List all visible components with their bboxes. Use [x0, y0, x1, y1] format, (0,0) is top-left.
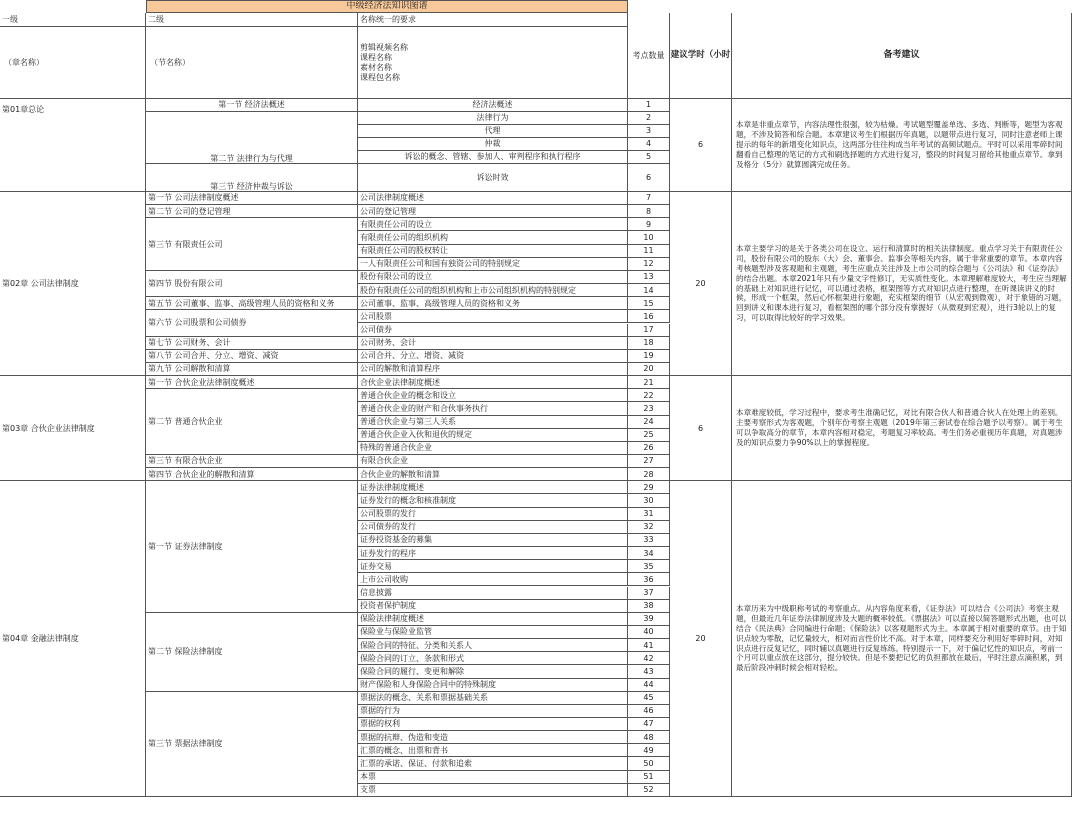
study-hours: 20 [670, 481, 732, 797]
header-naming-req: 名称统一的要求 [358, 13, 628, 27]
point-number: 14 [628, 284, 670, 297]
header-section-name: （节名称） [146, 27, 358, 99]
knowledge-point: 有限责任公司的组织机构 [358, 231, 628, 244]
point-number: 31 [628, 508, 670, 521]
point-number: 21 [628, 376, 670, 389]
section-name: 第二节 公司的登记管理 [146, 205, 358, 218]
point-number: 25 [628, 429, 670, 442]
point-number: 2 [628, 112, 670, 125]
naming-list-item: 素材名称 [360, 62, 392, 72]
study-hours: 20 [670, 192, 732, 376]
point-number: 7 [628, 192, 670, 205]
knowledge-point: 普通合伙企业与第三人关系 [358, 416, 628, 429]
point-number: 46 [628, 705, 670, 718]
knowledge-point: 有限合伙企业 [358, 455, 628, 468]
section-name: 第六节 公司股票和公司债券 [146, 310, 358, 336]
header-level2: 二级 [146, 13, 358, 27]
knowledge-point: 股份有限责任公司的组织机构和上市公司组织机构的特别规定 [358, 284, 628, 297]
point-number: 23 [628, 402, 670, 415]
point-number: 50 [628, 757, 670, 770]
point-number: 19 [628, 350, 670, 363]
naming-list-item: 课程包名称 [360, 72, 400, 82]
section-name: 第四节 合伙企业的解散和清算 [146, 468, 358, 481]
point-number: 24 [628, 416, 670, 429]
point-number: 52 [628, 784, 670, 797]
knowledge-point: 公司债券 [358, 324, 628, 337]
knowledge-point: 支票 [358, 784, 628, 797]
point-number: 22 [628, 389, 670, 402]
point-number: 27 [628, 455, 670, 468]
knowledge-point: 公司的登记管理 [358, 205, 628, 218]
knowledge-point: 股份有限公司的设立 [358, 271, 628, 284]
point-number: 28 [628, 468, 670, 481]
point-number: 34 [628, 547, 670, 560]
section-name: 第三节 经济仲裁与诉讼 [146, 164, 358, 192]
knowledge-point: 票据的行为 [358, 705, 628, 718]
knowledge-point: 财产保险和人身保险合同中的特殊制度 [358, 679, 628, 692]
knowledge-point: 保险法律制度概述 [358, 613, 628, 626]
chart-title: 中级经济法知识图谱 [146, 0, 628, 13]
naming-list-item: 剪辑视频名称 [360, 42, 408, 52]
point-number: 48 [628, 731, 670, 744]
header-naming-list [358, 27, 628, 99]
point-number: 33 [628, 534, 670, 547]
chapter-name: 第01章总论 [0, 99, 146, 192]
knowledge-point: 公司股票的发行 [358, 508, 628, 521]
section-name: 第九节 公司解散和清算 [146, 363, 358, 376]
knowledge-point: 普通合伙企业的概念和设立 [358, 389, 628, 402]
study-hours: 6 [670, 376, 732, 481]
header-level1: 一级 [0, 13, 146, 27]
knowledge-point: 汇票的承诺、保证、付款和追索 [358, 757, 628, 770]
point-number: 42 [628, 652, 670, 665]
header-count: 考点数量 [628, 13, 670, 99]
knowledge-point: 证券法律制度概述 [358, 481, 628, 494]
point-number: 45 [628, 692, 670, 705]
knowledge-point: 仲裁 [358, 138, 628, 151]
knowledge-point: 本票 [358, 771, 628, 784]
knowledge-point: 票据的权利 [358, 718, 628, 731]
knowledge-point: 证券投资基金的募集 [358, 534, 628, 547]
knowledge-point: 代理 [358, 125, 628, 138]
point-number: 29 [628, 481, 670, 494]
knowledge-point: 保险业与保险业监管 [358, 626, 628, 639]
section-name: 第一节 合伙企业法律制度概述 [146, 376, 358, 389]
point-number: 1 [628, 99, 670, 112]
knowledge-point: 公司债券的发行 [358, 521, 628, 534]
point-number: 36 [628, 573, 670, 586]
point-number: 37 [628, 587, 670, 600]
knowledge-point: 合伙企业的解散和清算 [358, 468, 628, 481]
section-name: 第三节 有限合伙企业 [146, 455, 358, 468]
point-number: 26 [628, 442, 670, 455]
point-number: 18 [628, 337, 670, 350]
knowledge-point: 普通合伙企业的财产和合伙事务执行 [358, 402, 628, 415]
study-advice: 本章主要学习的是关于各类公司在设立、运行和清算时的相关法律制度。重点学习关于有限责任公司，股份有限公司的股东（大）会、董事会、监事会等相关内容，属于非常重要的章节。本章内容考核题型涉及客观题和主观题，考生应重点关注涉及上市公司的综合题与《公司法》和《证券法》的结合出题。本章2021年只有少量文字性修订，无实质性变化。本章理解难度较大，考生应当理解的基础上对知识进行记忆，可以通过表格，框架图等方式对知识点进行整理，在听课读讲义的时候，形成一个框架，然后心怀框架进行象题，充实框架的细节（从宏观到微观），对于象错的习题，回到讲义和课本进行复习，看框架图的哪个部分没有掌握好（从微观到宏观），进行3轮以上的复习，可以取得比较好的学习效果。 [732, 192, 1072, 376]
section-name: 第二节 保险法律制度 [146, 613, 358, 692]
point-number: 5 [628, 151, 670, 164]
header-chapter-name: （章名称） [0, 27, 146, 99]
section-name: 第一节 经济法概述 [146, 99, 358, 112]
knowledge-point: 投资者保护制度 [358, 600, 628, 613]
knowledge-point: 保险合同的特征、分类和关系人 [358, 639, 628, 652]
knowledge-point: 公司法律制度概述 [358, 192, 628, 205]
knowledge-point: 合伙企业法律制度概述 [358, 376, 628, 389]
point-number: 13 [628, 271, 670, 284]
study-advice: 本章难度较低，学习过程中，要求考生准确记忆，对比有限合伙人和普通合伙人在处理上的差别。主要考察形式为客观题，个别年份考察主观题（2019年第三套试卷在综合题予以考察）。属于考生可以争取高分的章节，本章内容相对稳定，考题复习率较高。考生们务必重视历年真题，对真题涉及的知识点要力争90%以上的掌握程度。 [732, 376, 1072, 481]
point-number: 32 [628, 521, 670, 534]
section-name: 第八节 公司合并、分立、增资、减资 [146, 350, 358, 363]
point-number: 43 [628, 665, 670, 678]
header-advice: 备考建议 [732, 13, 1072, 99]
point-number: 44 [628, 679, 670, 692]
knowledge-point: 法律行为 [358, 112, 628, 125]
knowledge-point: 上市公司收购 [358, 573, 628, 586]
naming-list-item: 课程名称 [360, 52, 392, 62]
knowledge-point: 诉讼的概念、管辖、参加人、审判程序和执行程序 [358, 151, 628, 164]
knowledge-point: 经济法概述 [358, 99, 628, 112]
study-advice: 本章历来为中级职称考试的考察重点。从内容角度来看，《证券法》可以结合《公司法》考察主观题，但最近几年证券法律制度涉及大题的概率较低。《票据法》可以直接以简答题形式出题，也可以结合《民法典》合同编进行命题；《保险法》以客观题形式为主。本章属于相对重要的章节。由于知识点较为零散，记忆量较大，相对而言性价比不高。对于本章，同样要充分利用好零碎时间，对知识点进行反复记忆，同时辅以真题进行反复练练。特别提示一下，对于偏记忆性的知识点，考前一个月可以重点放在这部分，提分较快。但是不要把记忆的负担都放在最后，平时注意点滴积累，到最后阶段冲刺时候会相对轻松。 [732, 481, 1072, 797]
point-number: 20 [628, 363, 670, 376]
section-name: 第一节 证券法律制度 [146, 481, 358, 613]
point-number: 4 [628, 138, 670, 151]
point-number: 16 [628, 310, 670, 323]
knowledge-point: 保险合同的履行、变更和解除 [358, 665, 628, 678]
point-number: 40 [628, 626, 670, 639]
section-name: 第二节 普通合伙企业 [146, 389, 358, 455]
knowledge-point: 汇票的概念、出票和背书 [358, 744, 628, 757]
point-number: 11 [628, 245, 670, 258]
knowledge-point: 票据的抗辩、伪造和变造 [358, 731, 628, 744]
point-number: 38 [628, 600, 670, 613]
point-number: 3 [628, 125, 670, 138]
knowledge-point: 一人有限责任公司和国有独资公司的特别规定 [358, 258, 628, 271]
knowledge-point: 证券交易 [358, 560, 628, 573]
section-name: 第四节 股份有限公司 [146, 271, 358, 297]
point-number: 6 [628, 164, 670, 192]
knowledge-point: 公司财务、会计 [358, 337, 628, 350]
point-number: 51 [628, 771, 670, 784]
point-number: 35 [628, 560, 670, 573]
point-number: 12 [628, 258, 670, 271]
section-name: 第一节 公司法律制度概述 [146, 192, 358, 205]
section-name: 第三节 有限责任公司 [146, 218, 358, 271]
point-number: 39 [628, 613, 670, 626]
knowledge-point: 保险合同的订立、条款和形式 [358, 652, 628, 665]
point-number: 47 [628, 718, 670, 731]
chapter-name: 第02章 公司法律制度 [0, 192, 146, 376]
point-number: 8 [628, 205, 670, 218]
study-hours: 6 [670, 99, 732, 192]
knowledge-point: 公司股票 [358, 310, 628, 323]
point-number: 17 [628, 324, 670, 337]
knowledge-point: 公司董事、监事、高级管理人员的资格和义务 [358, 297, 628, 310]
section-name: 第七节 公司财务、会计 [146, 337, 358, 350]
knowledge-point: 诉讼时效 [358, 164, 628, 192]
knowledge-point: 信息披露 [358, 587, 628, 600]
point-number: 15 [628, 297, 670, 310]
chapter-name: 第03章 合伙企业法律制度 [0, 376, 146, 481]
section-name: 第三节 票据法律制度 [146, 692, 358, 797]
knowledge-point: 有限责任公司的股权转让 [358, 245, 628, 258]
section-name: 第二节 法律行为与代理 [146, 112, 358, 164]
knowledge-point: 公司合并、分立、增资、减资 [358, 350, 628, 363]
header-hours: 建议学时（小时 [670, 13, 732, 99]
point-number: 41 [628, 639, 670, 652]
section-name: 第五节 公司董事、监事、高级管理人员的资格和义务 [146, 297, 358, 310]
knowledge-point: 公司的解散和清算程序 [358, 363, 628, 376]
study-advice: 本章是非重点章节，内容法理性很强，较为枯燥。考试题型覆盖单选、多选、判断等，题型为客观题，不涉及简答和综合题。本章建议考生们根据历年真题，以题带点进行复习，同时注意老师上课提示的每年的新增变化知识点，这两部分往往构成当年考试的高频试题点。平时可以采用零碎时间翻看自己整理的笔记的方式和刷选择题的方式进行复习，整段的时间复习留给其他重点章节。拿到及格分（5分）就算圆满完成任务。 [732, 99, 1072, 192]
knowledge-point: 票据法的概念、关系和票据基础关系 [358, 692, 628, 705]
chapter-name: 第04章 金融法律制度 [0, 481, 146, 797]
point-number: 10 [628, 231, 670, 244]
point-number: 30 [628, 494, 670, 507]
knowledge-point: 特殊的普通合伙企业 [358, 442, 628, 455]
point-number: 49 [628, 744, 670, 757]
knowledge-point: 证券发行的概念和核准制度 [358, 494, 628, 507]
knowledge-point: 普通合伙企业入伙和退伙的规定 [358, 429, 628, 442]
knowledge-point: 有限责任公司的设立 [358, 218, 628, 231]
knowledge-point: 证券发行的程序 [358, 547, 628, 560]
point-number: 9 [628, 218, 670, 231]
